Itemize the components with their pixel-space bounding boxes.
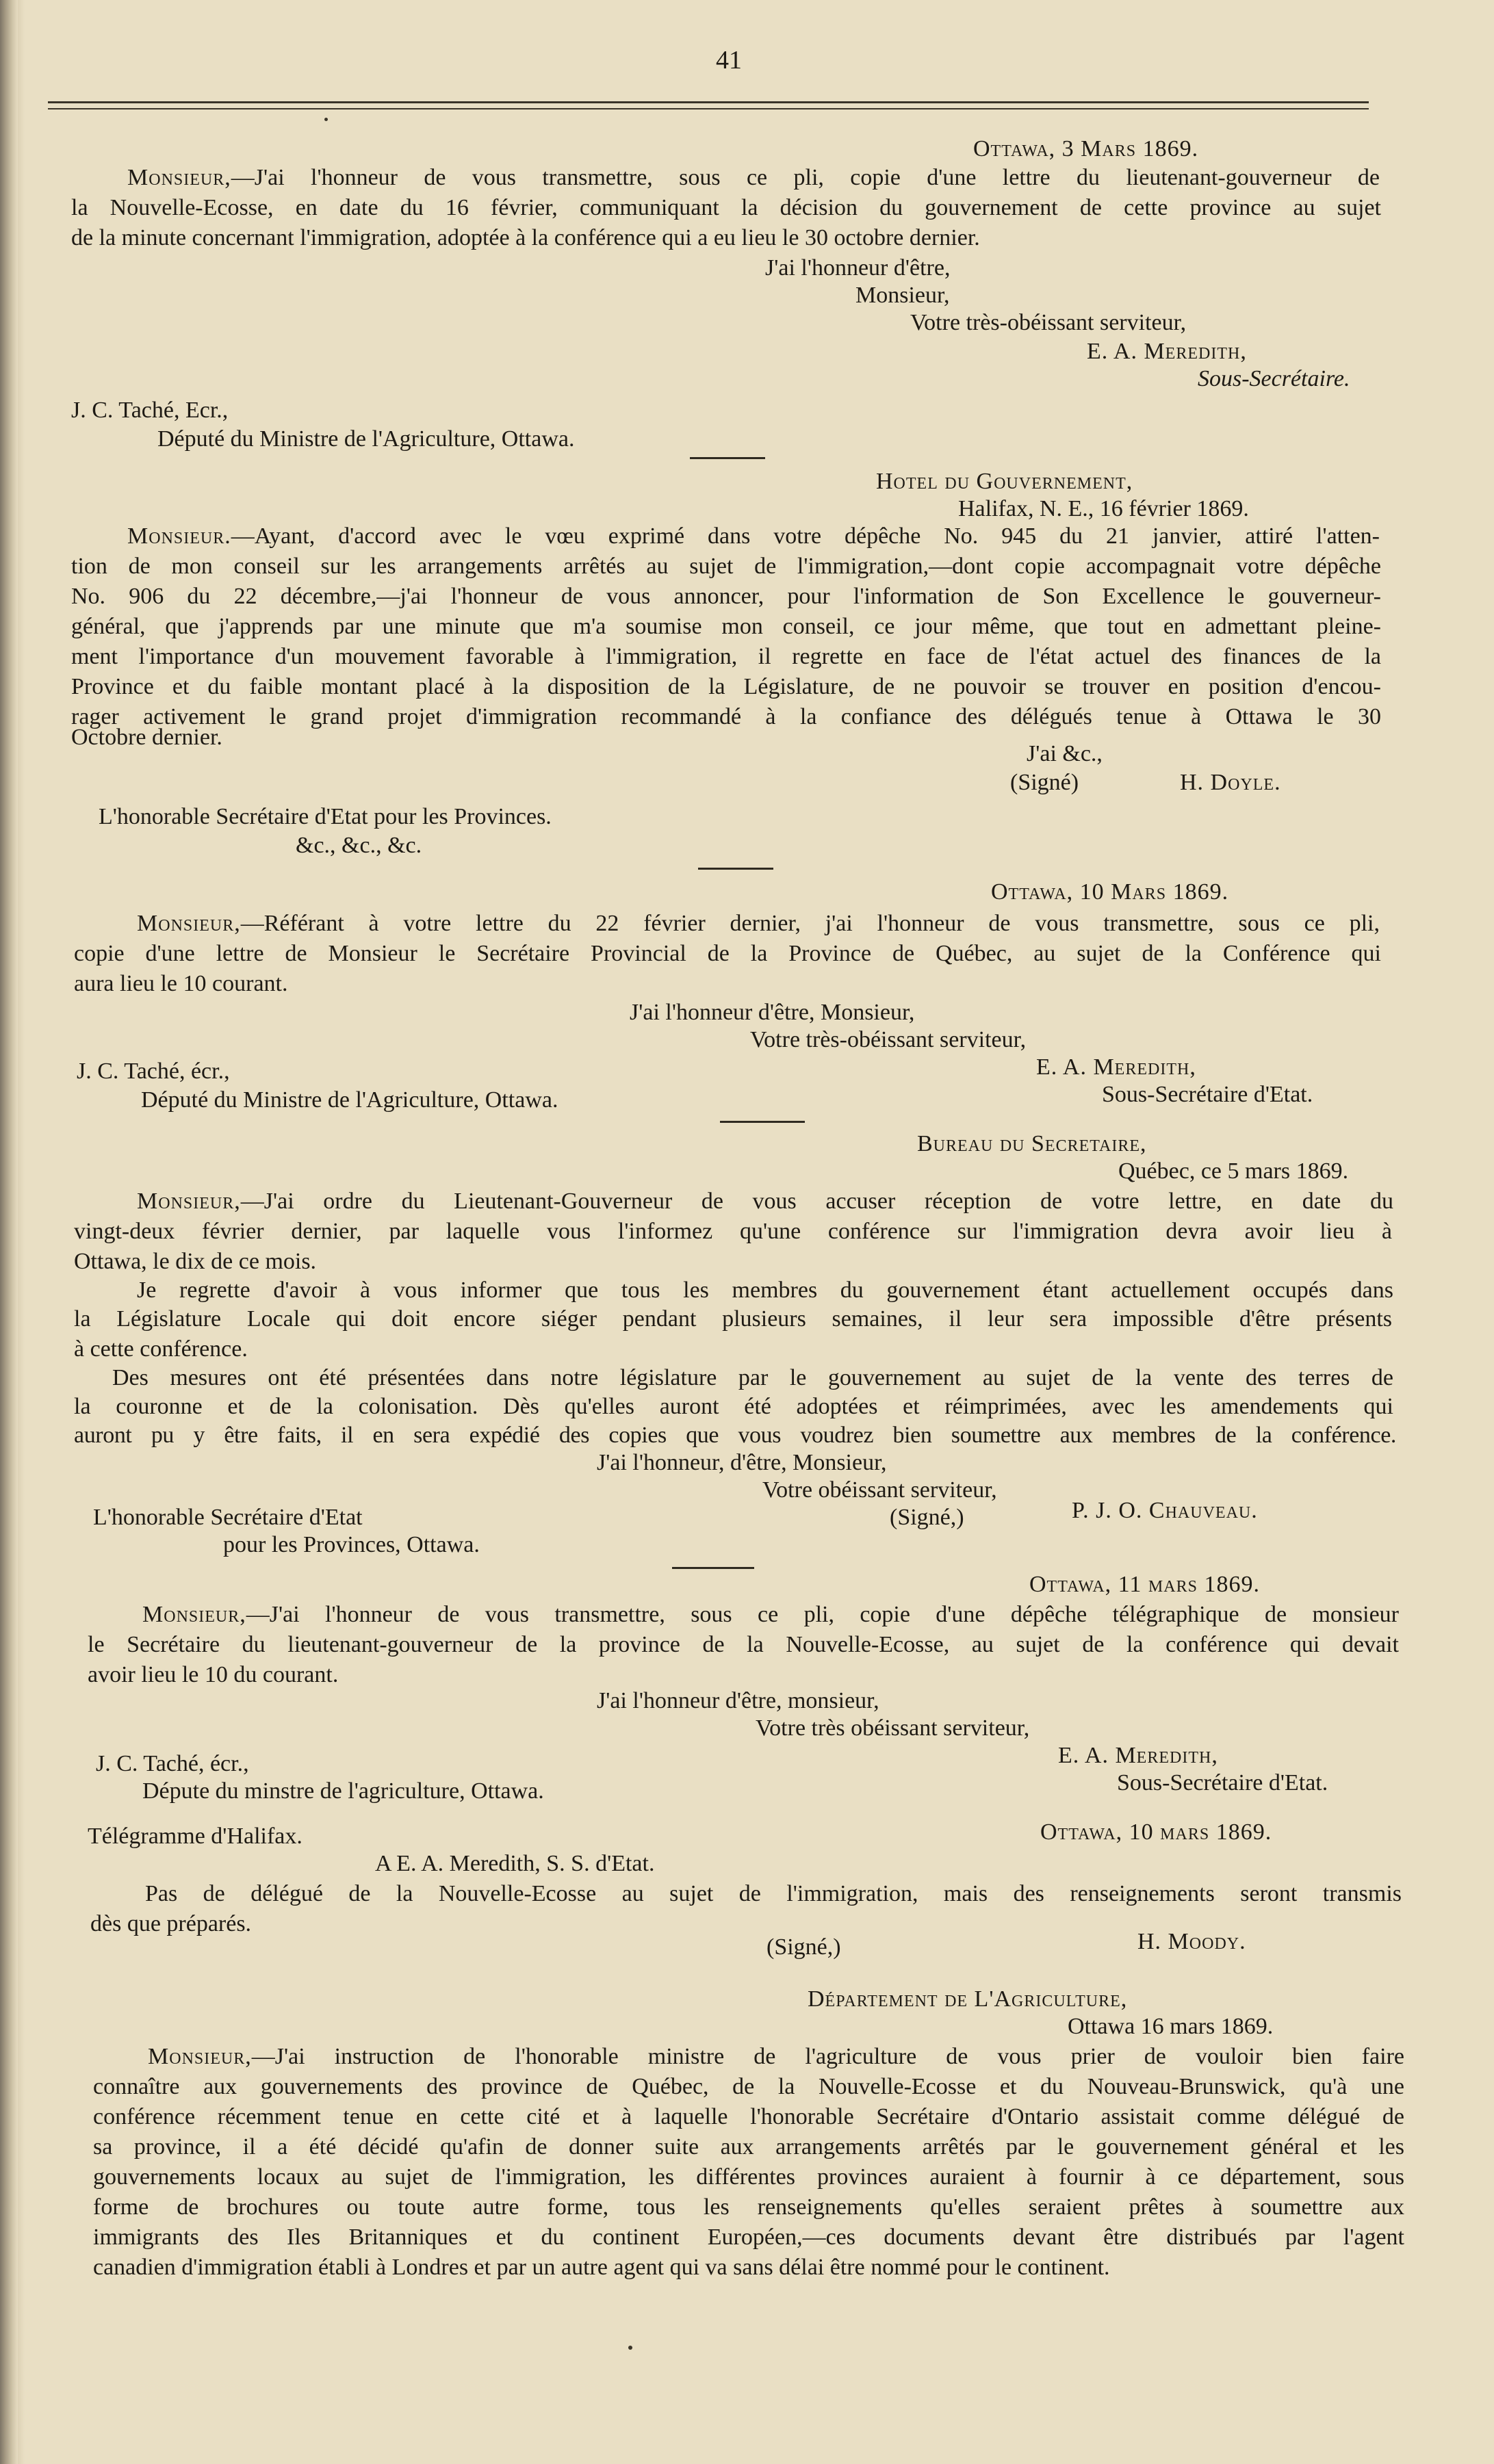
letter-4-body-line: Monsieur,—J'ai ordre du Lieutenant-Gouverneur de vous accuser réception de votre lettre, en date du (137, 1189, 1393, 1214)
letter-2-heading: Hotel du Gouvernement, (876, 469, 1133, 494)
telegram-signature: H. Moody. (1137, 1929, 1246, 1954)
letter-4-dateline: Québec, ce 5 mars 1869. (1118, 1158, 1349, 1184)
letter-1-body-line: de la minute concernant l'immigration, adoptée à la conférence qui a eu lieu le 30 octobre dernier. (71, 225, 980, 250)
letter-5-body-line: le Secrétaire du lieutenant-gouverneur de la province de la Nouvelle-Ecosse, au sujet de la conférence qui devait (88, 1632, 1399, 1657)
letter-4-body-line: vingt-deux février dernier, par laquelle vous l'informez qu'une conférence sur l'immigration devra avoir lieu à (74, 1219, 1392, 1244)
letter-6-body-line: conférence récemment tenue en cette cité et à laquelle l'honorable Secrétaire d'Ontario assistait comme délégué de (93, 2104, 1404, 2129)
letter-4-body-line: Ottawa, le dix de ce mois. (74, 1249, 317, 1274)
letter-6-salutation: Monsieur, (148, 2044, 252, 2069)
letter-5-salutation: Monsieur, (142, 1602, 246, 1627)
letter-6-body-line: canadien d'immigration établi à Londres et par un autre agent qui va sans délai être nommé pour le continent. (93, 2255, 1110, 2280)
letter-4-body-line: la Législature Locale qui doit encore siéger pendant plusieurs semaines, il leur sera impossible d'être présents (74, 1306, 1392, 1332)
section-divider (690, 457, 765, 459)
letter-1-addressee: Député du Ministre de l'Agriculture, Ottawa. (157, 426, 575, 452)
letter-2-salutation: Monsieur. (127, 523, 231, 549)
letter-1-signature-title: Sous-Secrétaire. (1198, 366, 1350, 391)
letter-5-addressee: Députe du minstre de l'agriculture, Ottawa. (142, 1778, 544, 1804)
letter-2-addressee: L'honorable Secrétaire d'Etat pour les Provinces. (99, 804, 552, 829)
telegram-body-line: dès que préparés. (90, 1911, 252, 1936)
letter-2-dateline: Halifax, N. E., 16 février 1869. (958, 496, 1249, 521)
letter-6-dateline: Ottawa 16 mars 1869. (1068, 2014, 1274, 2039)
letter-4-body-line: Des mesures ont été présentées dans notre législature par le gouvernement au sujet de la vente des terres de (112, 1365, 1393, 1390)
letter-3-dateline: Ottawa, 10 Mars 1869. (991, 879, 1229, 905)
letter-2-body-line: tion de mon conseil sur les arrangements arrêtés au sujet de l'immigration,—dont copie accompagnait votre dépêche (71, 554, 1381, 579)
letter-5-body-line: avoir lieu le 10 du courant. (88, 1662, 339, 1687)
letter-1-closing: J'ai l'honneur d'être, (765, 255, 951, 281)
letter-1-addressee: J. C. Taché, Ecr., (71, 398, 229, 423)
letter-4-signed: (Signé,) (890, 1505, 964, 1530)
letter-5-closing: J'ai l'honneur d'être, monsieur, (597, 1688, 879, 1713)
letter-4-body-line: auront pu y être faits, il en sera expédié des copies que vous voudrez bien soumettre aux membres de la conférence. (74, 1423, 1396, 1448)
letter-4-addressee: L'honorable Secrétaire d'Etat (93, 1505, 363, 1530)
letter-6-body-line: forme de brochures ou toute autre forme, tous les renseignements qu'elles seraient prêtes à soumettre aux (93, 2194, 1404, 2220)
telegram-signed: (Signé,) (767, 1934, 841, 1960)
letter-6-body-line: immigrants des Iles Britanniques et du continent Européen,—ces documents devant être distribués par l'agent (93, 2225, 1404, 2250)
letter-4-body-line: Je regrette d'avoir à vous informer que tous les membres du gouvernement étant actuellement occupés dans (137, 1278, 1393, 1303)
letter-3-body-line: copie d'une lettre de Monsieur le Secrétaire Provincial de la Province de Québec, au sujet de la Conférence qui (74, 941, 1381, 966)
letter-3-salutation: Monsieur, (137, 911, 241, 936)
letter-2-addressee: &c., &c., &c. (296, 833, 422, 858)
letter-6-body-line: connaître aux gouvernements des province de Québec, de la Nouvelle-Ecosse et du Nouveau-Brunswick, qu'à une (93, 2074, 1404, 2099)
letter-2-body-line: ment l'importance d'un mouvement favorable à l'immigration, il regrette en face de l'état actuel des finances de la (71, 644, 1381, 669)
letter-1-dateline: Ottawa, 3 Mars 1869. (973, 136, 1199, 161)
letter-3-addressee: J. C. Taché, écr., (77, 1059, 230, 1084)
letter-5-signature-title: Sous-Secrétaire d'Etat. (1117, 1770, 1328, 1795)
letter-4-heading: Bureau du Secretaire, (917, 1131, 1147, 1156)
letter-6-body-line: gouvernements locaux au sujet de l'immigration, les différentes provinces auraient à fournir à ce département, sous (93, 2164, 1404, 2190)
letter-3-addressee: Député du Ministre de l'Agriculture, Ottawa. (141, 1087, 558, 1113)
section-divider (698, 868, 773, 870)
letter-2-body-line: Octobre dernier. (71, 725, 222, 750)
letter-5-body-line: Monsieur,—J'ai l'honneur de vous transmettre, sous ce pli, copie d'une dépêche télégraphique de monsieur (142, 1602, 1399, 1627)
letter-3-closing: J'ai l'honneur d'être, Monsieur, (630, 1000, 915, 1025)
letter-1-body-line: Monsieur,—J'ai l'honneur de vous transmettre, sous ce pli, copie d'une lettre du lieutenant-gouverneur de (127, 165, 1380, 190)
letter-6-body-line: sa province, il a été décidé qu'afin de donner suite aux arrangements arrêtés par le gouvernement général et les (93, 2134, 1404, 2160)
letter-3-signature-title: Sous-Secrétaire d'Etat. (1102, 1082, 1313, 1107)
letter-1-body-line: la Nouvelle-Ecosse, en date du 16 février, communiquant la décision du gouvernement de cette province au sujet (71, 195, 1381, 220)
letter-2-body-line: général, que j'apprends par une minute que m'a soumise mon conseil, ce jour même, que tout en admettant pleine- (71, 614, 1381, 639)
print-speck (628, 2346, 632, 2350)
letter-4-salutation: Monsieur, (137, 1189, 241, 1214)
telegram-dateline: Ottawa, 10 mars 1869. (1040, 1819, 1272, 1845)
letter-4-closing: J'ai l'honneur, d'être, Monsieur, (597, 1450, 887, 1475)
letter-2-signature: H. Doyle. (1180, 770, 1281, 795)
header-rule (48, 101, 1369, 122)
letter-1-salutation: Monsieur, (127, 165, 231, 190)
telegram-body-line: Pas de délégué de la Nouvelle-Ecosse au sujet de l'immigration, mais des renseignements seront transmis (145, 1881, 1402, 1906)
page-number: 41 (716, 46, 742, 75)
telegram-label: Télégramme d'Halifax. (88, 1824, 302, 1849)
letter-5-addressee: J. C. Taché, écr., (96, 1751, 249, 1776)
letter-4-signature: P. J. O. Chauveau. (1072, 1498, 1258, 1523)
letter-3-body-line: aura lieu le 10 courant. (74, 971, 288, 996)
letter-2-body-line: Province et du faible montant placé à la disposition de la Législature, de ne pouvoir se trouver en position d'encou- (71, 674, 1381, 699)
print-speck (324, 118, 328, 121)
telegram-recipient: A E. A. Meredith, S. S. d'Etat. (375, 1851, 655, 1876)
letter-1-closing: Votre très-obéissant serviteur, (910, 310, 1187, 335)
letter-1-closing: Monsieur, (855, 283, 950, 308)
letter-2-signed: (Signé) (1010, 770, 1079, 795)
letter-2-body-line: rager activement le grand projet d'immigration recommandé à la confiance des délégués tenue à Ottawa le 30 (71, 704, 1381, 729)
letter-1-signature: E. A. Meredith, (1087, 339, 1247, 364)
letter-4-closing: Votre obéissant serviteur, (762, 1477, 997, 1503)
letter-4-body-line: à cette conférence. (74, 1336, 248, 1362)
section-divider (672, 1567, 754, 1569)
letter-5-signature: E. A. Meredith, (1058, 1743, 1218, 1768)
letter-5-closing: Votre très obéissant serviteur, (756, 1715, 1030, 1741)
letter-2-closing: J'ai &c., (1027, 741, 1103, 766)
letter-4-addressee: pour les Provinces, Ottawa. (223, 1532, 480, 1557)
letter-3-body-line: Monsieur,—Référant à votre lettre du 22 février dernier, j'ai l'honneur de vous transmettre, sous ce pli, (137, 911, 1380, 936)
letter-6-body-line: Monsieur,—J'ai instruction de l'honorable ministre de l'agriculture de vous prier de vouloir bien faire (148, 2044, 1404, 2069)
letter-6-heading: Département de L'Agriculture, (808, 1986, 1128, 2012)
letter-2-body-line: No. 906 du 22 décembre,—j'ai l'honneur de vous annoncer, pour l'information de Son Excellence le gouverneur- (71, 584, 1381, 609)
letter-4-body-line: la couronne et de la colonisation. Dès qu'elles auront été adoptées et réimprimées, avec les amendements qui (74, 1394, 1393, 1419)
section-divider (720, 1121, 805, 1123)
letter-3-signature: E. A. Meredith, (1036, 1054, 1196, 1080)
letter-2-body-line: Monsieur.—Ayant, d'accord avec le vœu exprimé dans votre dépêche No. 945 du 21 janvier, attiré l'atten- (127, 523, 1380, 549)
letter-5-dateline: Ottawa, 11 mars 1869. (1029, 1572, 1260, 1597)
letter-3-closing: Votre très-obéissant serviteur, (750, 1027, 1027, 1052)
